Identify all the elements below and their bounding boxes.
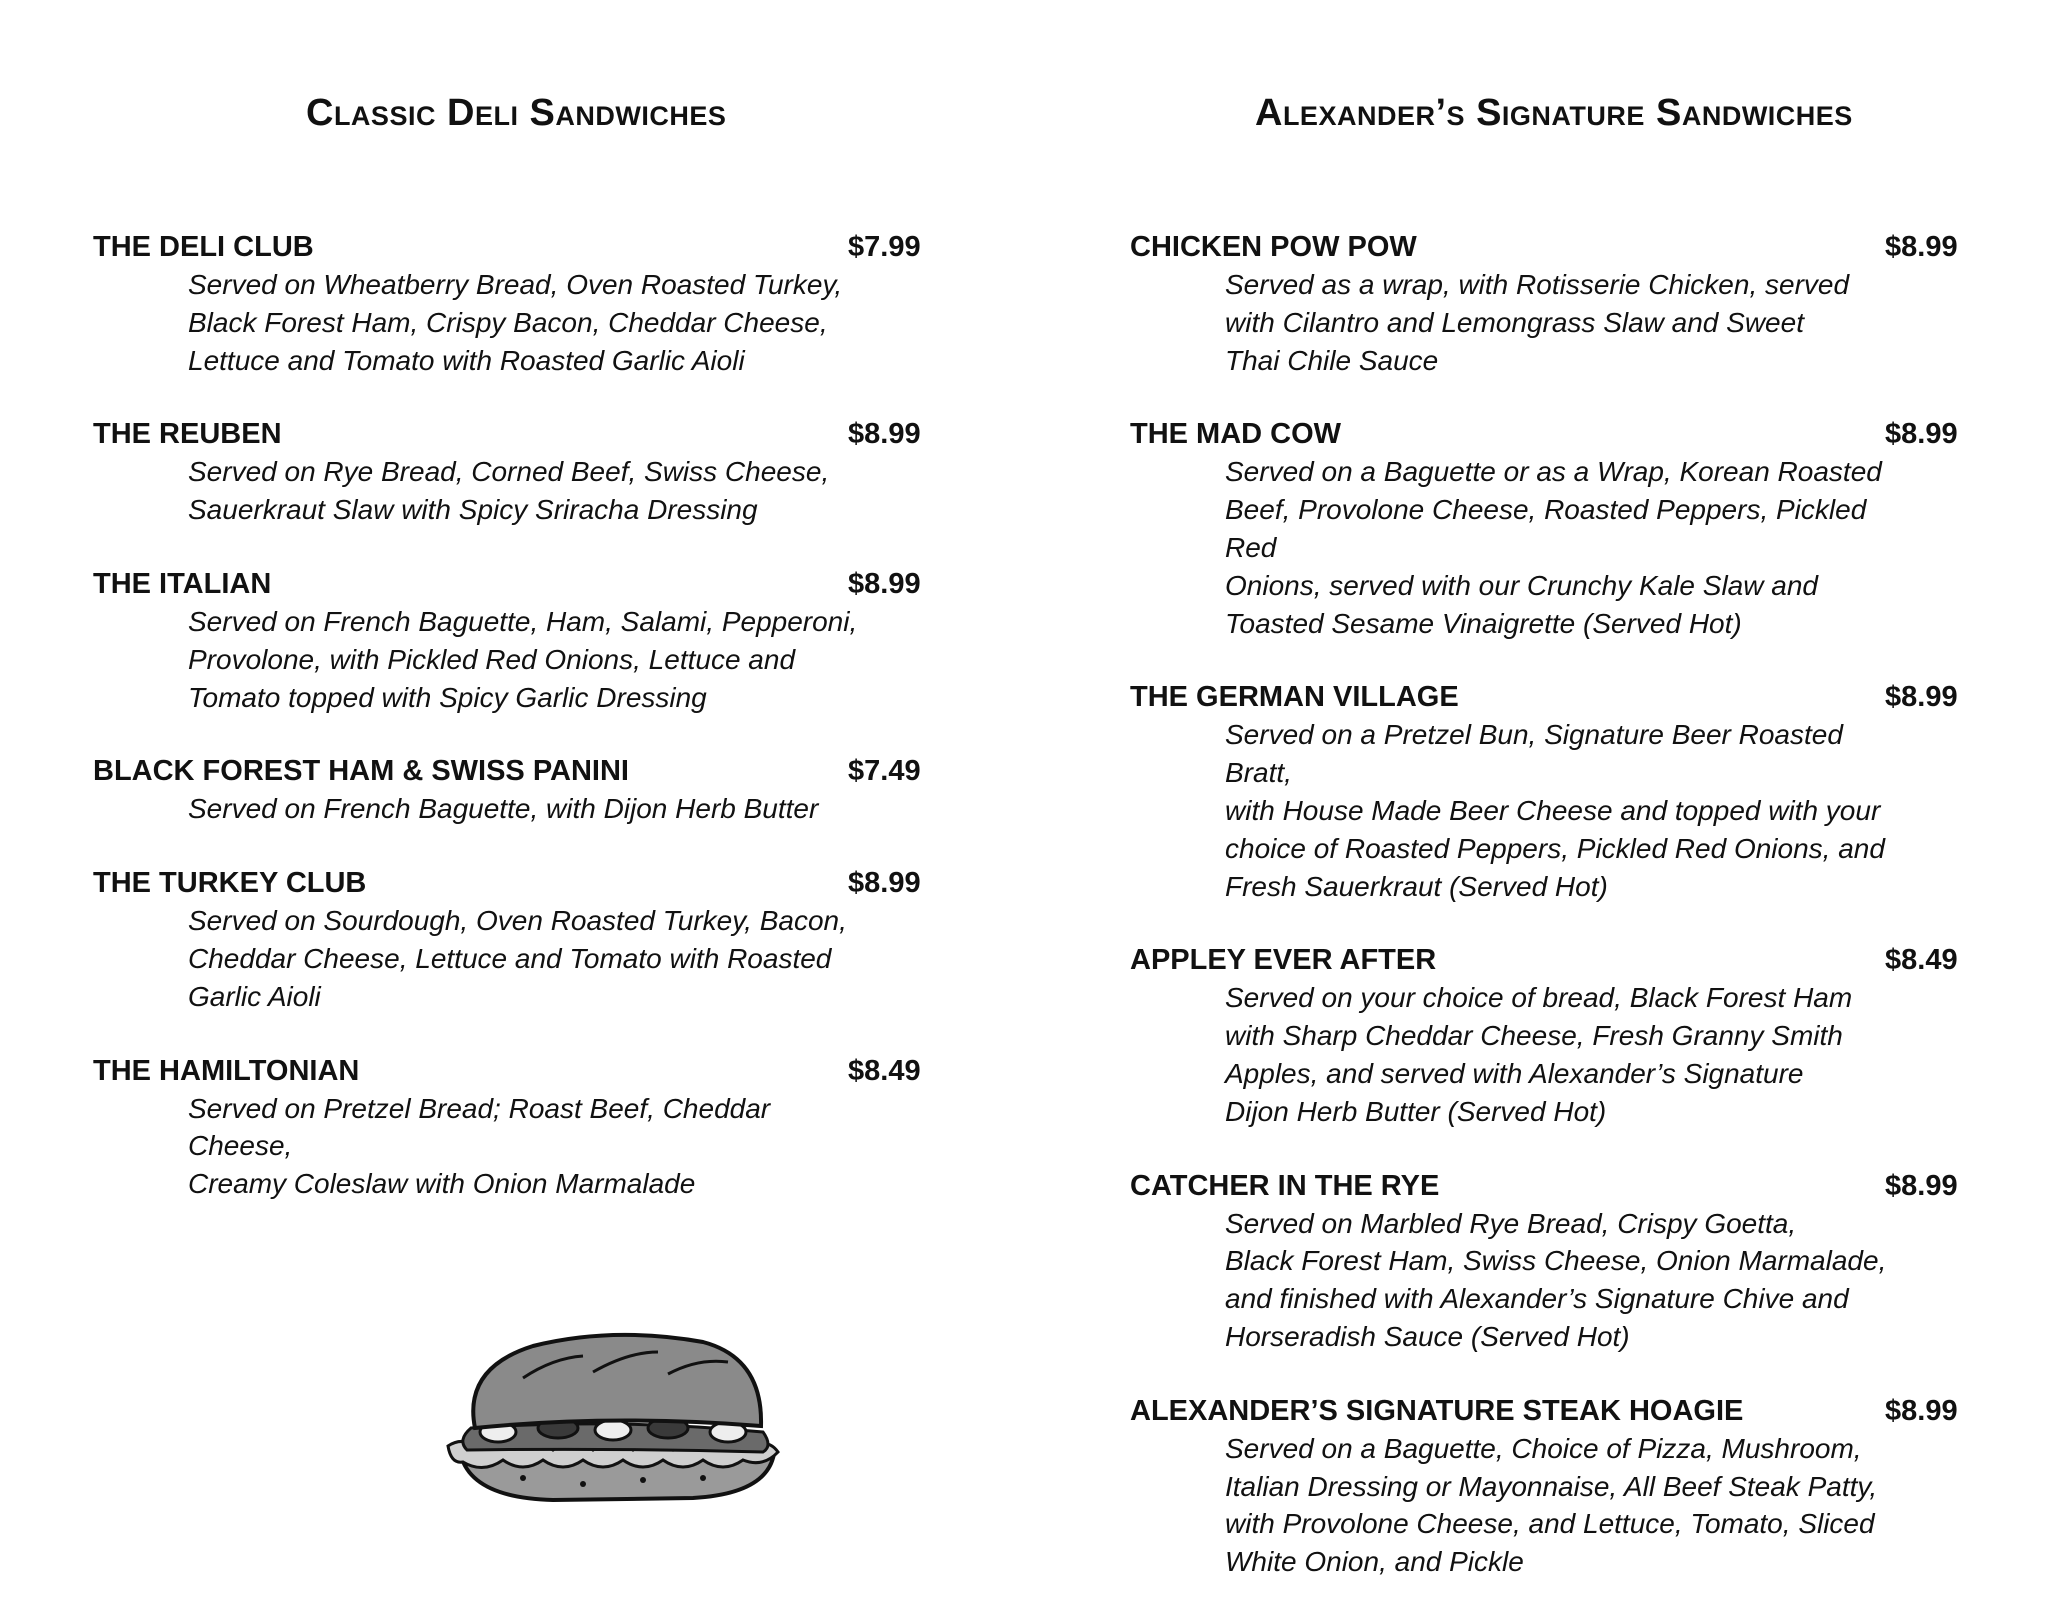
menu-item-description: Served on a Baguette or as a Wrap, Korean Roasted Beef, Provolone Cheese, Roasted Peppers, Pickled Red Onions, served with our Crunchy Kale Slaw and Toasted Sesame Vinaigrette (Served Hot) [1225,456,1882,639]
signature-list [1130,228,1960,1617]
menu-item [1130,1392,1960,1581]
menu-item [1130,941,1960,1130]
menu-item-name: THE ITALIAN [93,567,272,600]
menu-item-name: THE TURKEY CLUB [93,867,367,900]
sandwich-illustration [443,1328,783,1503]
menu-item-description: Served on Wheatberry Bread, Oven Roasted Turkey, Black Forest Ham, Crispy Bacon, Cheddar Cheese, Lettuce and Tomato with Roasted Garlic Aioli [188,269,843,376]
menu-item-name: THE GERMAN VILLAGE [1130,681,1459,714]
menu-item-description: Served on Pretzel Bread; Roast Beef, Cheddar Cheese, Creamy Coleslaw with Onion Marmalade [188,1092,771,1200]
menu-item [93,1052,923,1203]
menu-item-price: $7.99 [848,231,921,263]
menu-item [1130,415,1960,642]
menu-item-description: Served as a wrap, with Rotisserie Chicken, served with Cilantro and Lemongrass Slaw and Sweet Thai Chile Sauce [1225,269,1850,376]
menu-item [93,864,923,1015]
menu-item-price: $8.99 [848,418,921,451]
menu-item [93,415,923,529]
menu-item [93,752,923,828]
menu-item-description: Served on your choice of bread, Black Forest Ham with Sharp Cheddar Cheese, Fresh Granny Smith Apples, and served with Alexander’s Signature Dijon Herb Butter (Served Hot) [1225,982,1853,1127]
menu-item-name: BLACK FOREST HAM & SWISS PANINI [93,755,629,788]
menu-item-price: $8.99 [1885,681,1958,714]
menu-item [1130,678,1960,905]
menu-item [1130,228,1960,379]
menu-item-description: Served on French Baguette, with Dijon Herb Butter [188,793,819,825]
menu-item-name: ALEXANDER’S SIGNATURE STEAK HOAGIE [1130,1394,1744,1427]
menu-item-description: Served on Marbled Rye Bread, Crispy Goetta, Black Forest Ham, Swiss Cheese, Onion Marmalade, and finished with Alexander’s Signature Chive and Horseradish Sauce (Served Hot) [1225,1207,1887,1352]
menu-item-price: $8.99 [848,567,921,600]
menu-item-name: APPLEY EVER AFTER [1130,944,1437,977]
menu-item [1130,1167,1960,1356]
section-title-signature: Alexander’s Signature Sandwiches [1255,92,1853,134]
classic-deli-list [93,228,923,1239]
menu-item-name: THE HAMILTONIAN [93,1054,360,1087]
menu-item-price: $8.49 [848,1054,921,1087]
menu-item-price: $8.99 [1885,418,1958,451]
menu-item-price: $8.99 [1885,1394,1958,1427]
menu-item-name: CATCHER IN THE RYE [1130,1169,1440,1202]
menu-item-price: $8.99 [848,867,921,900]
menu-item [93,228,923,379]
menu-item-name: THE MAD COW [1130,418,1342,451]
section-title-classic-deli: Classic Deli Sandwiches [306,92,727,134]
menu-item-description: Served on a Pretzel Bun, Signature Beer Roasted Bratt, with House Made Beer Cheese and topped with your choice of Roasted Peppers, Pickled Red Onions, and Fresh Sauerkraut (Served Hot) [1225,719,1885,902]
menu-item-price: $8.99 [1885,231,1958,263]
menu-item-description: Served on French Baguette, Ham, Salami, Pepperoni, Provolone, with Pickled Red Onions, Lettuce and Tomato topped with Spicy Garlic Dressing [188,605,858,713]
menu-item-name: THE DELI CLUB [93,231,314,263]
menu-item-price: $8.99 [1885,1169,1958,1202]
menu-item-price: $7.49 [848,755,921,788]
menu-item-name: THE REUBEN [93,418,282,451]
menu-item-description: Served on a Baguette, Choice of Pizza, Mushroom, Italian Dressing or Mayonnaise, All Beef Steak Patty, with Provolone Cheese, and Lettuce, Tomato, Sliced White Onion, and Pickle [1225,1432,1878,1578]
menu-item-name: CHICKEN POW POW [1130,231,1417,263]
menu-item-description: Served on Sourdough, Oven Roasted Turkey, Bacon, Cheddar Cheese, Lettuce and Tomato with Roasted Garlic Aioli [188,905,847,1012]
menu-item-price: $8.49 [1885,944,1958,977]
menu-item-description: Served on Rye Bread, Corned Beef, Swiss Cheese, Sauerkraut Slaw with Spicy Sriracha Dressing [188,456,830,526]
menu-item [93,565,923,716]
